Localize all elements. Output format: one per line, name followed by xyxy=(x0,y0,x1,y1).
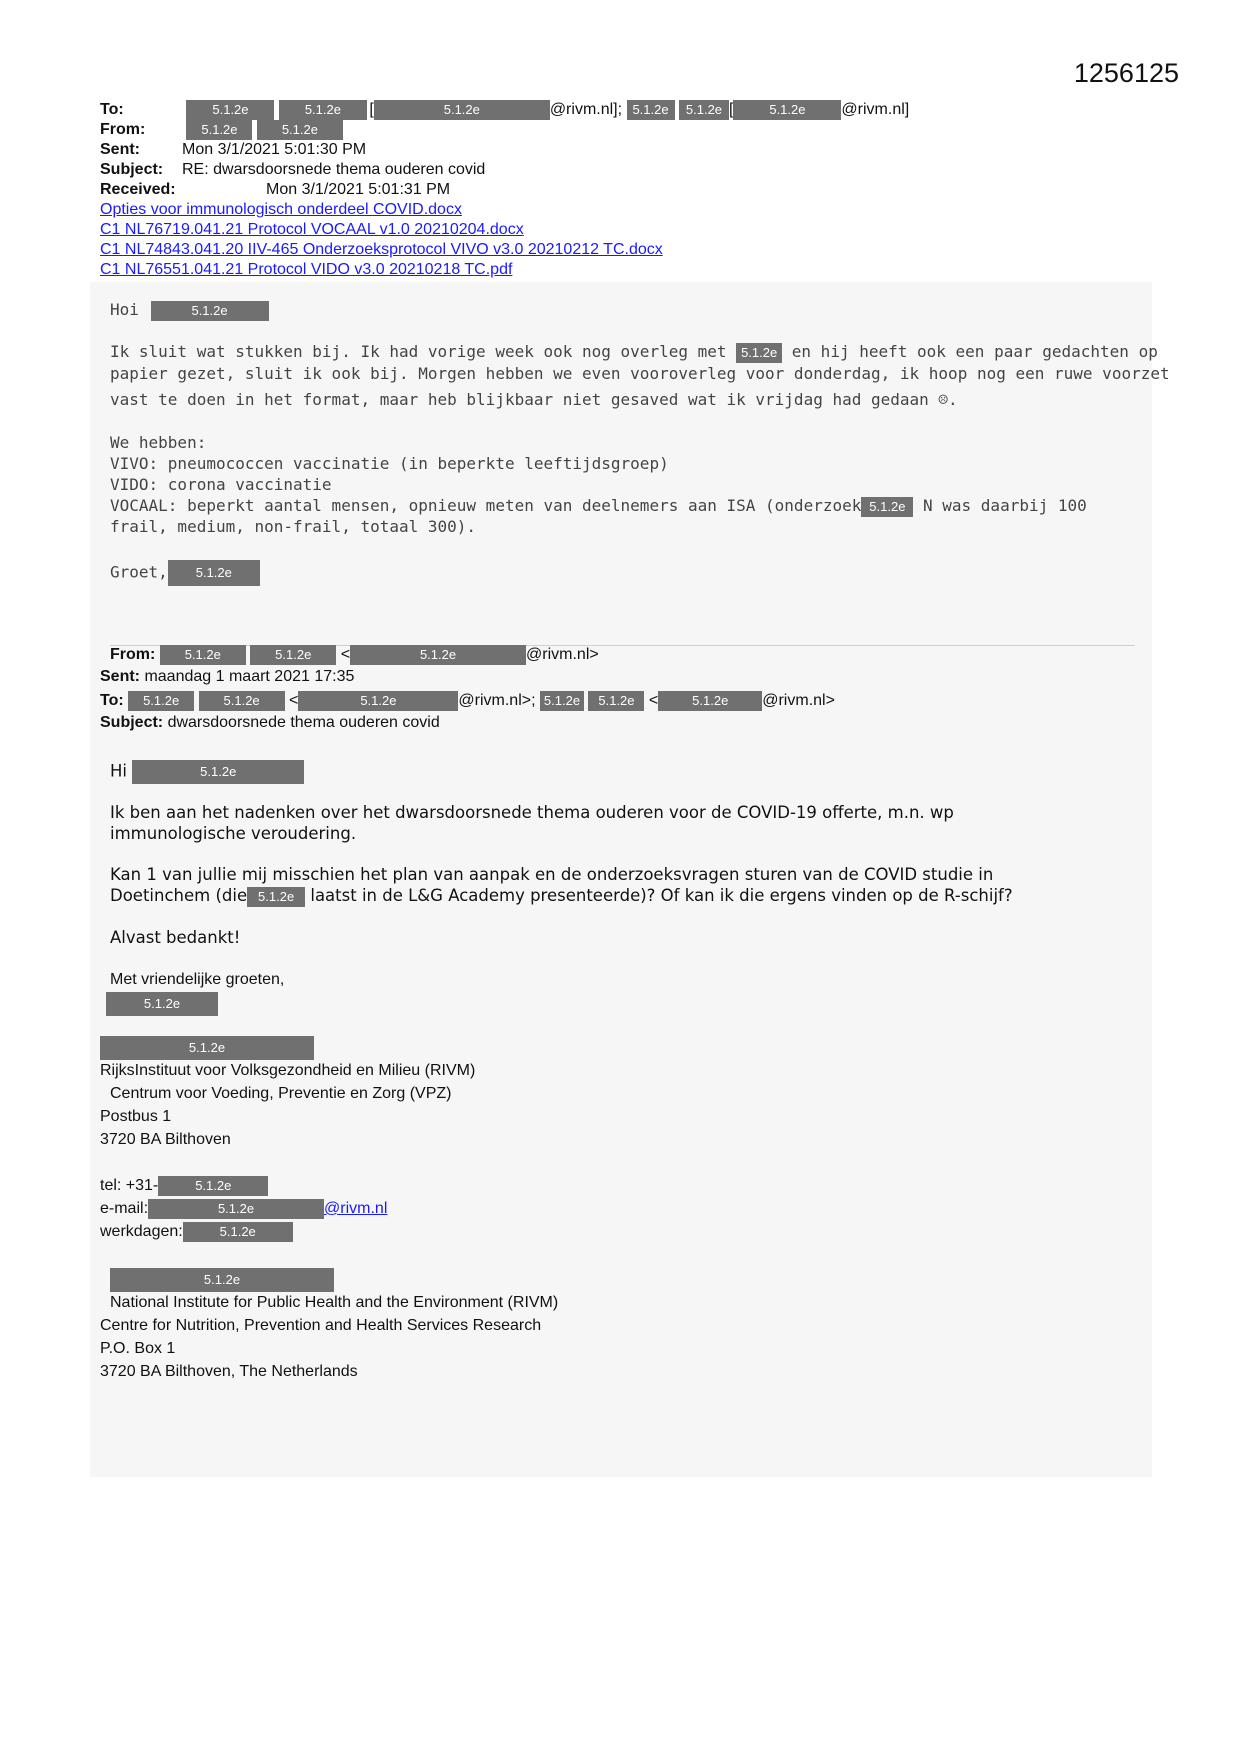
subject-label: Subject: xyxy=(100,161,164,178)
attachment-link[interactable]: Opties voor immunologisch onderdeel COVID.docx xyxy=(100,201,462,218)
email-link[interactable]: @rivm.nl xyxy=(324,1200,388,1218)
redaction-box: 5.1.2e xyxy=(736,343,782,363)
orig-paragraph-line: Kan 1 van jullie mij misschien het plan van aanpak en de onderzoeksvragen sturen van de COVID studie in xyxy=(110,865,994,884)
redaction-box: 5.1.2e xyxy=(132,760,304,784)
redaction-box: 5.1.2e xyxy=(158,1176,268,1196)
orig-paragraph-line: immunologische veroudering. xyxy=(110,824,357,843)
redaction-box: 5.1.2e xyxy=(588,691,644,711)
redaction-box: 5.1.2e xyxy=(186,120,252,140)
to-line: To: 5.1.2e 5.1.2e [ 5.1.2e @rivm.nl]; 5.1.2e 5.1.2e [ 5.1.2e @rivm.nl] xyxy=(100,101,910,119)
orig-paragraph-line: Ik ben aan het nadenken over het dwarsdoorsnede thema ouderen voor de COVID-19 offerte, m.n. wp xyxy=(110,803,954,822)
signature-email: e-mail: 5.1.2e @rivm.nl xyxy=(100,1200,388,1218)
reply-greeting-line: Hoi 5.1.2e xyxy=(110,300,269,321)
orig-greeting-line: Hi 5.1.2e xyxy=(110,760,304,784)
signature-box-nl: Postbus 1 xyxy=(100,1108,172,1125)
redaction-box: 5.1.2e xyxy=(250,645,336,665)
redaction-box: 5.1.2e xyxy=(279,100,367,120)
to-rivm-suffix2: @rivm.nl] xyxy=(841,101,910,119)
signature-name-redacted: 5.1.2e xyxy=(110,1268,334,1292)
sent-line xyxy=(100,140,366,160)
signature-dept-en: Centre for Nutrition, Prevention and Health Services Research xyxy=(100,1317,542,1334)
signature-box-en: P.O. Box 1 xyxy=(100,1340,176,1357)
redaction-box: 5.1.2e xyxy=(733,100,841,120)
orig-paragraph-line: Doetinchem (die 5.1.2e laatst in de L&G Academy presenteerde)? Of kan ik die ergens vinden op de R-schijf? xyxy=(110,886,1013,905)
signature-org-en: National Institute for Public Health and the Environment (RIVM) xyxy=(110,1294,559,1311)
received-label: Received: xyxy=(100,181,176,198)
redaction-box: 5.1.2e xyxy=(168,560,260,586)
redaction-box: 5.1.2e xyxy=(350,645,526,665)
to-rivm-suffix: @rivm.nl]; xyxy=(549,101,623,119)
subject-line xyxy=(100,160,485,180)
received-value: Mon 3/1/2021 5:01:31 PM xyxy=(266,181,451,198)
reply-list-item: VOCAAL: beperkt aantal mensen, opnieuw meten van deelnemers aan ISA (onderzoek 5.1.2e N was daarbij 100 xyxy=(110,496,1087,515)
signature-city-nl: 3720 BA Bilthoven xyxy=(100,1131,231,1148)
signature-dept-nl: Centrum voor Voeding, Preventie en Zorg (VPZ) xyxy=(110,1085,452,1102)
sent-label: Sent: xyxy=(100,141,140,158)
signature-name-redacted: 5.1.2e xyxy=(100,1036,314,1060)
redaction-box: 5.1.2e xyxy=(148,1199,324,1219)
redaction-box: 5.1.2e xyxy=(151,301,269,321)
reply-list-item: VIDO: corona vaccinatie xyxy=(110,475,332,494)
redaction-box: 5.1.2e xyxy=(540,691,584,711)
attachment-link[interactable]: C1 NL76551.041.21 Protocol VIDO v3.0 20210218 TC.pdf xyxy=(100,261,513,278)
reply-paragraph-line: vast te doen in het format, maar heb blijkbaar niet gesaved wat ik vrijdag had gedaan ☹. xyxy=(110,390,958,409)
signature-tel: tel: +31- 5.1.2e xyxy=(100,1176,268,1196)
from-label: From: xyxy=(100,121,146,139)
orig-closing: Met vriendelijke groeten, xyxy=(110,971,285,988)
redaction-box: 5.1.2e xyxy=(627,100,675,120)
signature-city-en: 3720 BA Bilthoven, The Netherlands xyxy=(100,1363,358,1380)
redaction-box: 5.1.2e xyxy=(658,691,762,711)
redaction-box: 5.1.2e xyxy=(128,691,194,711)
sent-value: Mon 3/1/2021 5:01:30 PM xyxy=(182,141,367,158)
subject-value: RE: dwarsdoorsnede thema ouderen covid xyxy=(182,161,486,178)
redaction-box: 5.1.2e xyxy=(374,100,550,120)
redaction-box: 5.1.2e xyxy=(298,691,458,711)
redaction-box: 5.1.2e xyxy=(183,1222,293,1242)
reply-paragraph-line: Ik sluit wat stukken bij. Ik had vorige week ook nog overleg met 5.1.2e en hij heeft ook een paar gedachten op xyxy=(110,342,1158,361)
redaction-box: 5.1.2e xyxy=(861,497,913,517)
reply-list-heading: We hebben: xyxy=(110,433,207,452)
reply-list-item: frail, medium, non-frail, totaal 300). xyxy=(110,517,477,536)
attachment-link[interactable]: C1 NL74843.041.20 IIV-465 Onderzoeksprotocol VIVO v3.0 20210212 TC.docx xyxy=(100,241,663,258)
orig-sent-line: Sent: maandag 1 maart 2021 17:35 xyxy=(100,668,355,685)
redaction-box: 5.1.2e xyxy=(186,100,274,120)
attachment-link[interactable]: C1 NL76719.041.21 Protocol VOCAAL v1.0 20210204.docx xyxy=(100,221,524,238)
redaction-box: 5.1.2e xyxy=(679,100,729,120)
redaction-box: 5.1.2e xyxy=(199,691,285,711)
orig-from-line: From: 5.1.2e 5.1.2e < 5.1.2e @rivm.nl> xyxy=(110,646,599,664)
reply-paragraph-line: papier gezet, sluit ik ook bij. Morgen hebben we even vooroverleg voor donderdag, ik hoop nog een ruwe voorzet xyxy=(110,364,1170,383)
document-number: 1256125 xyxy=(1073,58,1179,88)
redaction-box: 5.1.2e xyxy=(247,887,305,907)
to-label: To: xyxy=(100,101,124,119)
received-line xyxy=(100,180,450,200)
signature-org-nl: RijksInstituut voor Volksgezondheid en Milieu (RIVM) xyxy=(100,1062,476,1079)
signature-workdays: werkdagen: 5.1.2e xyxy=(100,1222,293,1242)
orig-thanks: Alvast bedankt! xyxy=(110,928,241,947)
from-line xyxy=(100,120,343,140)
reply-list-item: VIVO: pneumococcen vaccinatie (in beperkte leeftijdsgroep) xyxy=(110,454,669,473)
orig-to-line: To: 5.1.2e 5.1.2e < 5.1.2e @rivm.nl>; 5.1.2e 5.1.2e < 5.1.2e @rivm.nl> xyxy=(100,692,835,710)
reply-signoff: Groet, 5.1.2e xyxy=(110,560,260,586)
orig-subject-line: Subject: dwarsdoorsnede thema ouderen covid xyxy=(100,714,440,731)
redaction-box: 5.1.2e xyxy=(257,120,343,140)
redaction-box: 5.1.2e xyxy=(160,645,246,665)
sender-name-redacted: 5.1.2e xyxy=(106,992,218,1016)
